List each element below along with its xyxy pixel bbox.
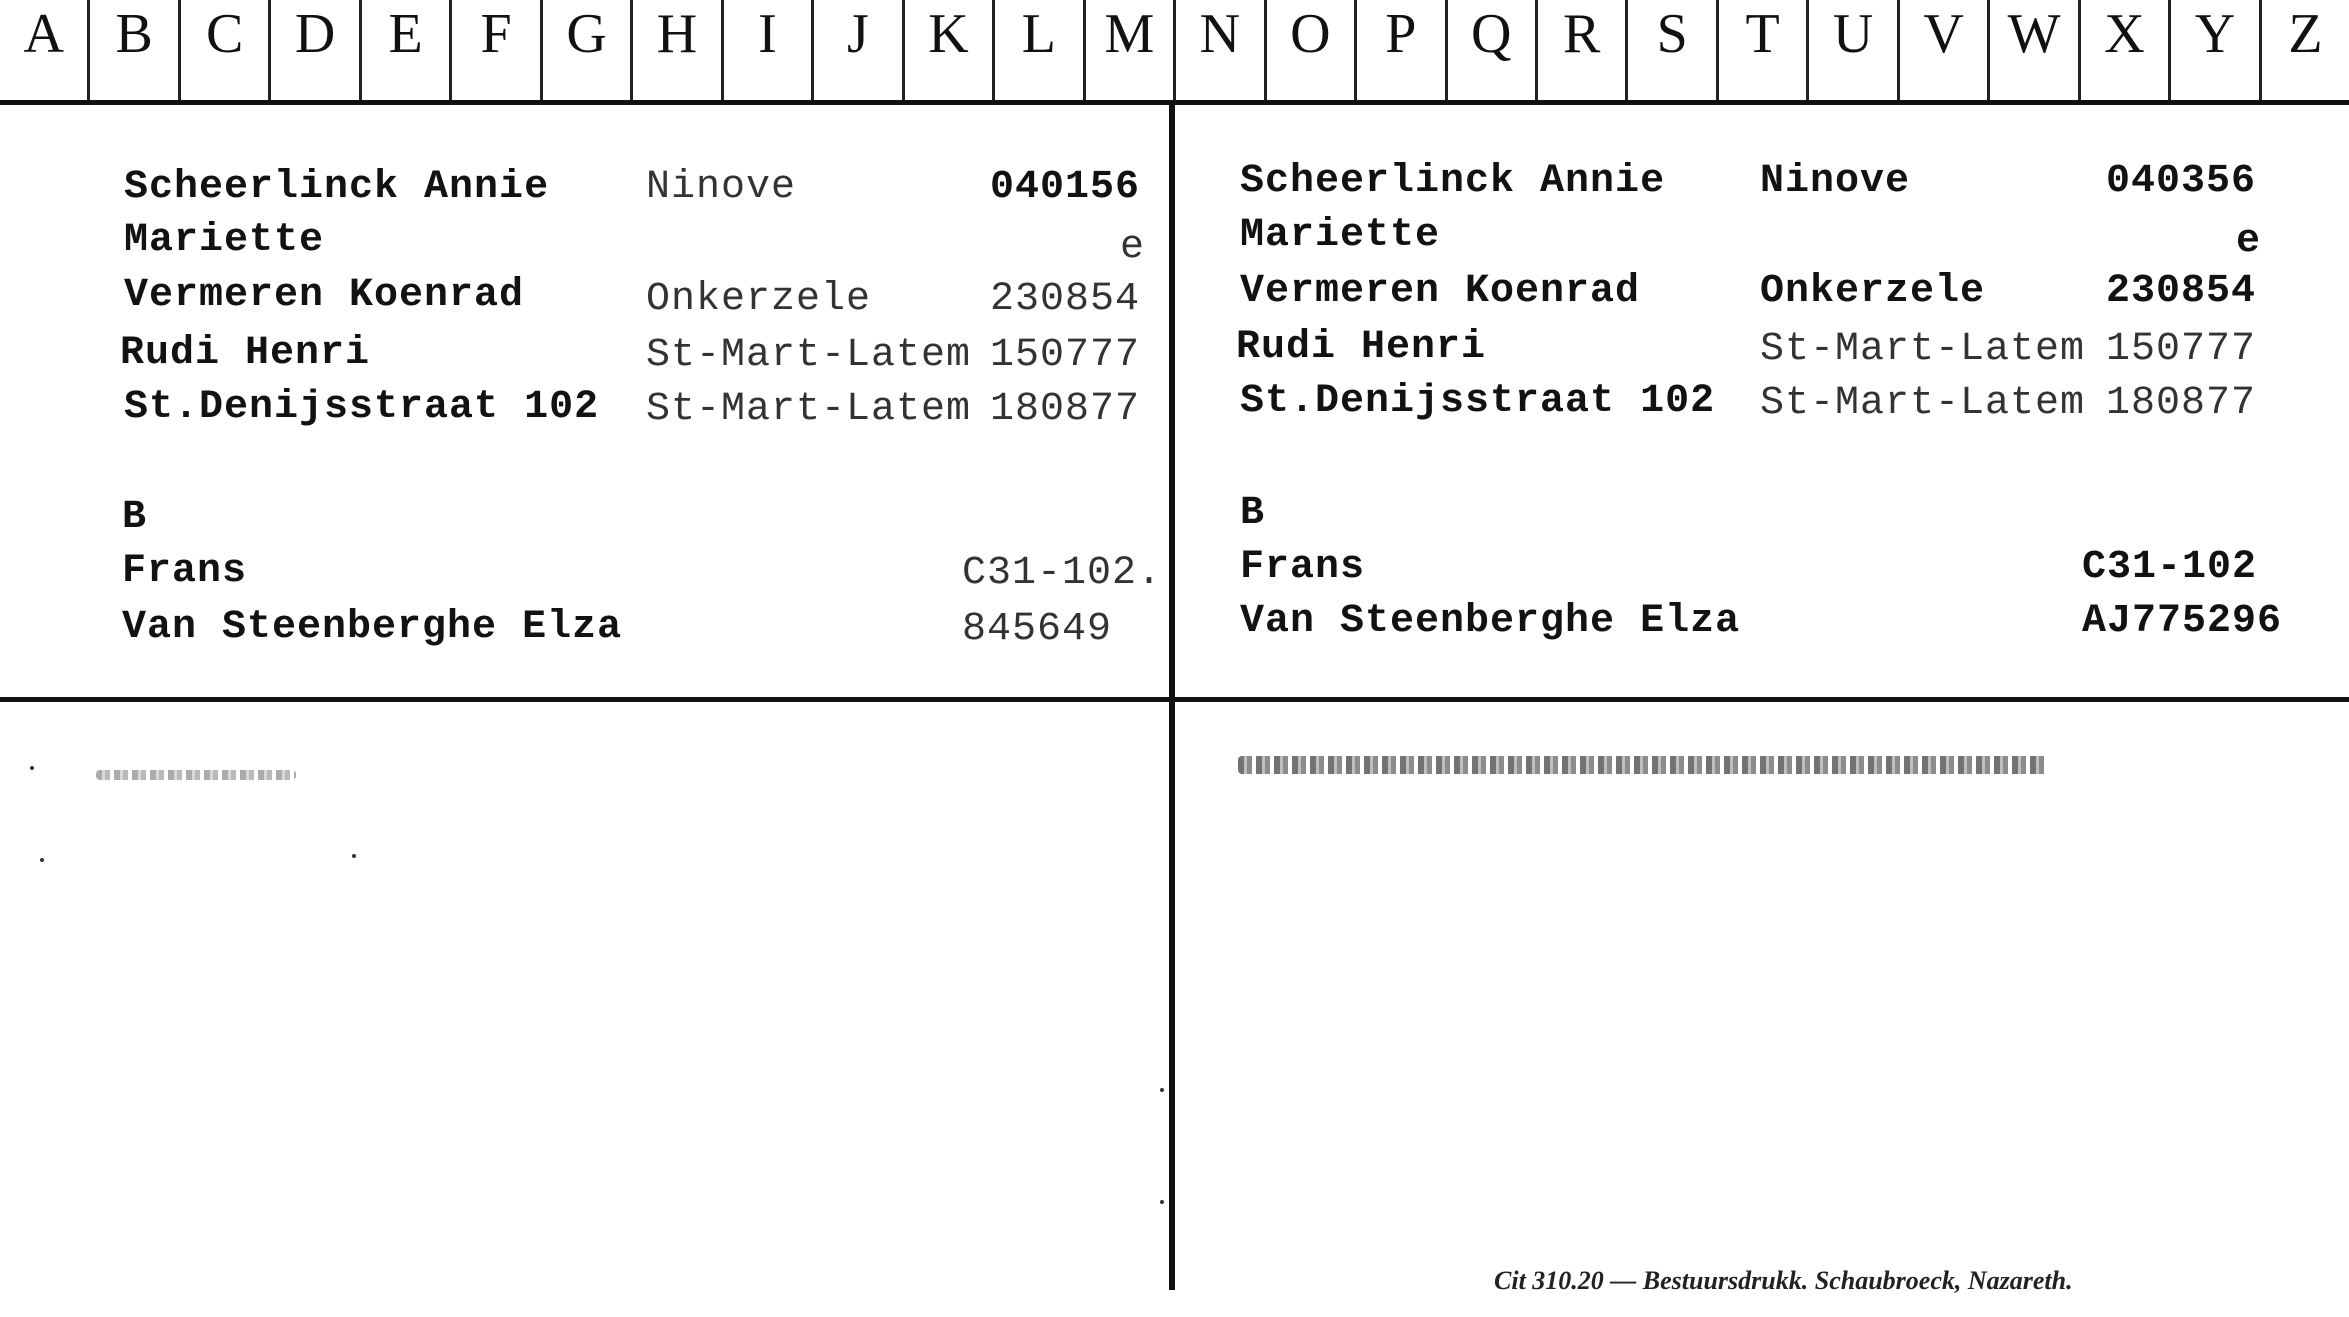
alphabet-letter-t: T — [1719, 0, 1809, 100]
right-sub-row-2-code: AJ775296 — [2082, 599, 2283, 644]
alphabet-letter-i: I — [724, 0, 814, 100]
right-row-3-place: Onkerzele — [1760, 269, 1986, 314]
left-sub-row-1-code: C31-102. — [962, 551, 1163, 596]
alphabet-letter-w: W — [1990, 0, 2080, 100]
right-row-3-name: Vermeren Koenrad — [1240, 269, 1641, 314]
alphabet-letter-x: X — [2081, 0, 2171, 100]
alphabet-letter-p: P — [1357, 0, 1447, 100]
alphabet-letter-q: Q — [1448, 0, 1538, 100]
right-row-4-name: Rudi Henri — [1236, 325, 1487, 370]
alphabet-letter-f: F — [452, 0, 542, 100]
left-row-5-place: St-Mart-Latem — [646, 387, 972, 432]
vertical-divider — [1169, 100, 1175, 1290]
right-row-2-code: e — [2236, 219, 2262, 264]
right-row-2-name: Mariette — [1240, 213, 1441, 258]
right-row-5-name: St.Denijsstraat 102 — [1240, 379, 1716, 424]
right-sub-row-1-code: C31-102 — [2082, 545, 2258, 590]
ink-speck — [1160, 1200, 1164, 1204]
alphabet-letter-b: B — [90, 0, 180, 100]
right-section-letter: B — [1240, 491, 1266, 536]
left-section-letter: B — [122, 495, 148, 540]
left-row-1-name: Scheerlinck Annie — [124, 165, 550, 210]
right-row-3-code: 230854 — [2106, 269, 2257, 314]
alphabet-letter-g: G — [543, 0, 633, 100]
alphabet-letter-v: V — [1900, 0, 1990, 100]
right-row-5-place: St-Mart-Latem — [1760, 381, 2086, 426]
right-row-1-name: Scheerlinck Annie — [1240, 159, 1666, 204]
left-sub-row-2-code: 845649 — [962, 607, 1113, 652]
right-row-1-place: Ninove — [1760, 159, 1911, 204]
alphabet-letter-m: M — [1086, 0, 1176, 100]
printer-imprint: Cit 310.20 — Bestuursdrukk. Schaubroeck, Nazareth. — [1494, 1266, 2073, 1295]
left-row-3-name: Vermeren Koenrad — [124, 273, 525, 318]
alphabet-letter-k: K — [905, 0, 995, 100]
ink-speck — [1160, 1088, 1164, 1092]
alphabet-letter-d: D — [271, 0, 361, 100]
ink-speck — [30, 766, 34, 770]
alphabet-letter-h: H — [633, 0, 723, 100]
left-row-2-name: Mariette — [124, 218, 325, 263]
alphabet-index-strip — [0, 0, 2349, 105]
left-sub-row-1-name: Frans — [122, 549, 248, 594]
left-row-1-place: Ninove — [646, 165, 797, 210]
alphabet-letter-s: S — [1628, 0, 1718, 100]
right-sub-row-1-name: Frans — [1240, 545, 1366, 590]
ink-smudge — [1238, 756, 2048, 774]
right-row-5-code: 180877 — [2106, 381, 2257, 426]
left-row-3-place: Onkerzele — [646, 277, 872, 322]
left-row-4-code: 150777 — [990, 333, 1141, 378]
alphabet-letter-c: C — [181, 0, 271, 100]
right-sub-row-2-name: Van Steenberghe Elza — [1240, 599, 1741, 644]
alphabet-letter-a: A — [0, 0, 90, 100]
right-row-4-place: St-Mart-Latem — [1760, 327, 2086, 372]
horizontal-divider — [0, 697, 2349, 702]
left-sub-row-2-name: Van Steenberghe Elza — [122, 605, 623, 650]
alphabet-letter-r: R — [1538, 0, 1628, 100]
left-row-3-code: 230854 — [990, 277, 1141, 322]
left-row-2-code: e — [1120, 225, 1146, 270]
alphabet-letter-y: Y — [2171, 0, 2261, 100]
alphabet-letter-n: N — [1176, 0, 1266, 100]
ink-smudge — [96, 770, 296, 780]
alphabet-letter-j: J — [814, 0, 904, 100]
ink-speck — [352, 854, 356, 858]
left-row-5-code: 180877 — [990, 387, 1141, 432]
alphabet-letter-e: E — [362, 0, 452, 100]
right-row-4-code: 150777 — [2106, 327, 2257, 372]
left-row-4-place: St-Mart-Latem — [646, 333, 972, 378]
left-row-1-code: 040156 — [990, 165, 1141, 210]
left-row-5-name: St.Denijsstraat 102 — [124, 385, 600, 430]
right-row-1-code: 040356 — [2106, 159, 2257, 204]
alphabet-letter-u: U — [1809, 0, 1899, 100]
alphabet-letter-z: Z — [2288, 3, 2323, 65]
alphabet-letter-l: L — [995, 0, 1085, 100]
alphabet-letter-o: O — [1267, 0, 1357, 100]
left-row-4-name: Rudi Henri — [120, 331, 371, 376]
ink-speck — [40, 858, 44, 862]
